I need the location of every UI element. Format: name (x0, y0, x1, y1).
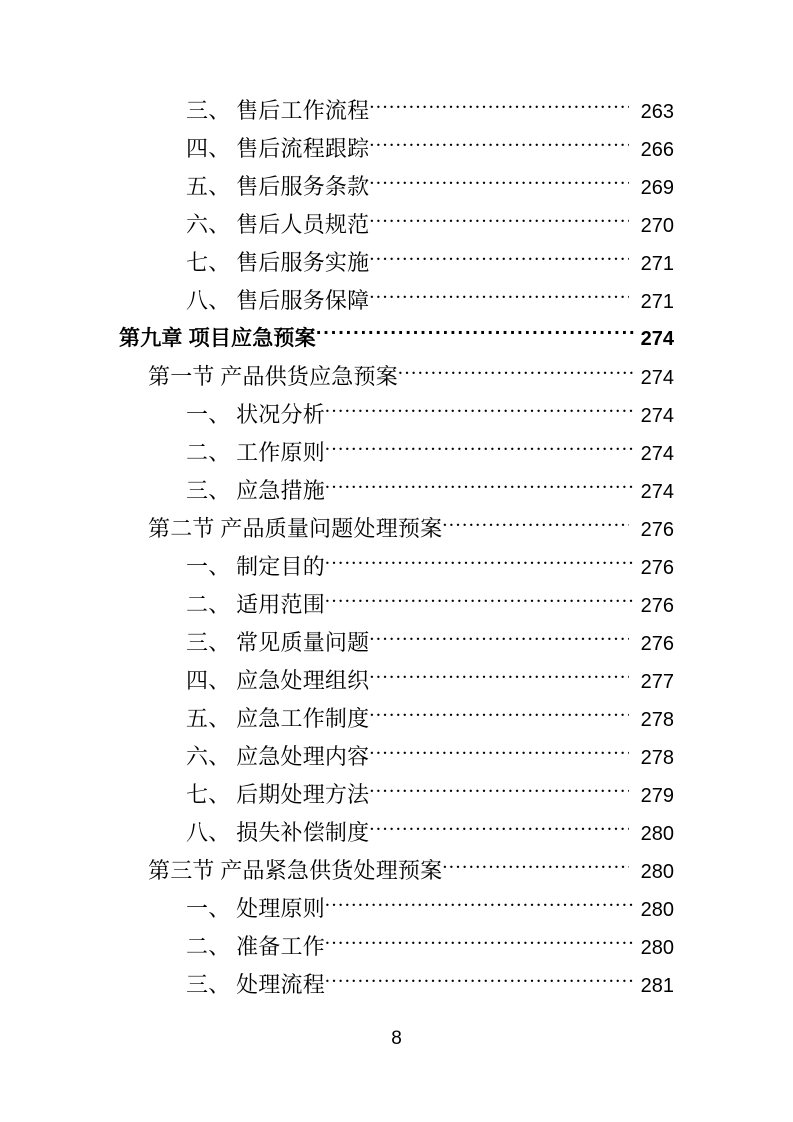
toc-entry-label: 六、 售后人员规范 (186, 212, 370, 237)
toc-entry[interactable] (0, 168, 793, 206)
toc-entry[interactable] (0, 358, 793, 396)
toc-entry[interactable] (0, 966, 793, 1004)
toc-entry-label: 第三节 产品紧急供货处理预案 (148, 858, 443, 883)
dot-leader (369, 248, 629, 270)
toc-entry[interactable] (0, 738, 793, 776)
toc-entry-page-number: 274 (640, 367, 674, 389)
toc-entry-label: 七、 售后服务实施 (186, 250, 370, 275)
toc-entry[interactable] (0, 586, 793, 624)
table-of-contents (0, 92, 793, 1004)
toc-entry-label: 三、 售后工作流程 (186, 98, 370, 123)
dot-leader (325, 438, 636, 460)
toc-entry-label: 六、 应急处理内容 (186, 744, 370, 769)
dot-leader (369, 134, 629, 156)
toc-entry-page-number: 271 (640, 291, 674, 313)
dot-leader (442, 856, 629, 878)
toc-entry-label: 五、 应急工作制度 (186, 706, 370, 731)
toc-entry[interactable] (0, 662, 793, 700)
toc-entry-page-number: 276 (640, 595, 674, 617)
toc-entry[interactable] (0, 852, 793, 890)
toc-entry-label: 一、 状况分析 (186, 402, 325, 427)
toc-entry-label: 一、 制定目的 (186, 554, 325, 579)
dot-leader (325, 590, 636, 612)
toc-entry-page-number: 274 (640, 405, 674, 427)
dot-leader (369, 628, 629, 650)
toc-entry-label: 四、 应急处理组织 (186, 668, 370, 693)
toc-entry-label: 四、 售后流程跟踪 (186, 136, 370, 161)
toc-entry-page-number: 278 (640, 709, 674, 731)
toc-entry-label: 七、 后期处理方法 (186, 782, 370, 807)
toc-entry-label: 第二节 产品质量问题处理预案 (148, 516, 443, 541)
dot-leader (369, 704, 629, 726)
toc-entry-page-number: 276 (640, 633, 674, 655)
dot-leader (369, 172, 629, 194)
dot-leader (325, 932, 636, 954)
dot-leader (325, 894, 636, 916)
toc-entry-page-number: 266 (640, 139, 674, 161)
toc-entry-label: 八、 损失补偿制度 (186, 820, 370, 845)
toc-entry-label: 三、 常见质量问题 (186, 630, 370, 655)
toc-entry[interactable] (0, 320, 793, 358)
dot-leader (325, 552, 636, 574)
toc-entry-label: 三、 应急措施 (186, 478, 325, 503)
page-number-footer: 8 (391, 1028, 402, 1049)
dot-leader (369, 96, 629, 118)
toc-entry[interactable] (0, 282, 793, 320)
dot-leader (369, 286, 629, 308)
dot-leader (369, 666, 629, 688)
toc-entry-page-number: 269 (640, 177, 674, 199)
dot-leader (316, 323, 636, 345)
toc-entry-page-number: 280 (640, 937, 674, 959)
toc-entry[interactable] (0, 206, 793, 244)
toc-entry-page-number: 280 (640, 823, 674, 845)
dot-leader (442, 514, 629, 536)
toc-entry-page-number: 276 (640, 557, 674, 579)
dot-leader (325, 476, 636, 498)
toc-entry-label: 二、 工作原则 (186, 440, 325, 465)
toc-entry[interactable] (0, 700, 793, 738)
toc-entry[interactable] (0, 472, 793, 510)
toc-entry[interactable] (0, 396, 793, 434)
toc-entry-label: 二、 适用范围 (186, 592, 325, 617)
toc-entry-page-number: 280 (640, 861, 674, 883)
toc-entry[interactable] (0, 548, 793, 586)
toc-entry-page-number: 278 (640, 747, 674, 769)
toc-entry-label: 第一节 产品供货应急预案 (148, 364, 398, 389)
toc-entry-label: 三、 处理流程 (186, 972, 325, 997)
toc-entry-page-number: 274 (640, 481, 674, 503)
dot-leader (398, 362, 636, 384)
dot-leader (325, 970, 636, 992)
toc-entry-page-number: 274 (640, 443, 674, 465)
toc-entry[interactable] (0, 776, 793, 814)
toc-entry-page-number: 279 (640, 785, 674, 807)
toc-entry-page-number: 280 (640, 899, 674, 921)
toc-entry-page-number: 274 (640, 328, 674, 350)
toc-entry[interactable] (0, 244, 793, 282)
toc-entry-page-number: 281 (640, 975, 674, 997)
toc-entry-label: 第九章 项目应急预案 (119, 327, 316, 350)
toc-entry[interactable] (0, 510, 793, 548)
toc-entry[interactable] (0, 624, 793, 662)
toc-entry-page-number: 270 (640, 215, 674, 237)
toc-entry-label: 八、 售后服务保障 (186, 288, 370, 313)
dot-leader (369, 210, 629, 232)
toc-entry-label: 二、 准备工作 (186, 934, 325, 959)
dot-leader (369, 780, 629, 802)
toc-entry[interactable] (0, 928, 793, 966)
dot-leader (369, 742, 629, 764)
toc-entry-page-number: 271 (640, 253, 674, 275)
toc-entry[interactable] (0, 92, 793, 130)
toc-entry[interactable] (0, 814, 793, 852)
dot-leader (325, 400, 636, 422)
toc-entry-page-number: 277 (640, 671, 674, 693)
toc-entry-label: 五、 售后服务条款 (186, 174, 370, 199)
dot-leader (369, 818, 629, 840)
toc-entry[interactable] (0, 434, 793, 472)
toc-entry[interactable] (0, 890, 793, 928)
toc-entry-page-number: 263 (640, 101, 674, 123)
toc-entry-page-number: 276 (640, 519, 674, 541)
toc-entry-label: 一、 处理原则 (186, 896, 325, 921)
toc-entry[interactable] (0, 130, 793, 168)
